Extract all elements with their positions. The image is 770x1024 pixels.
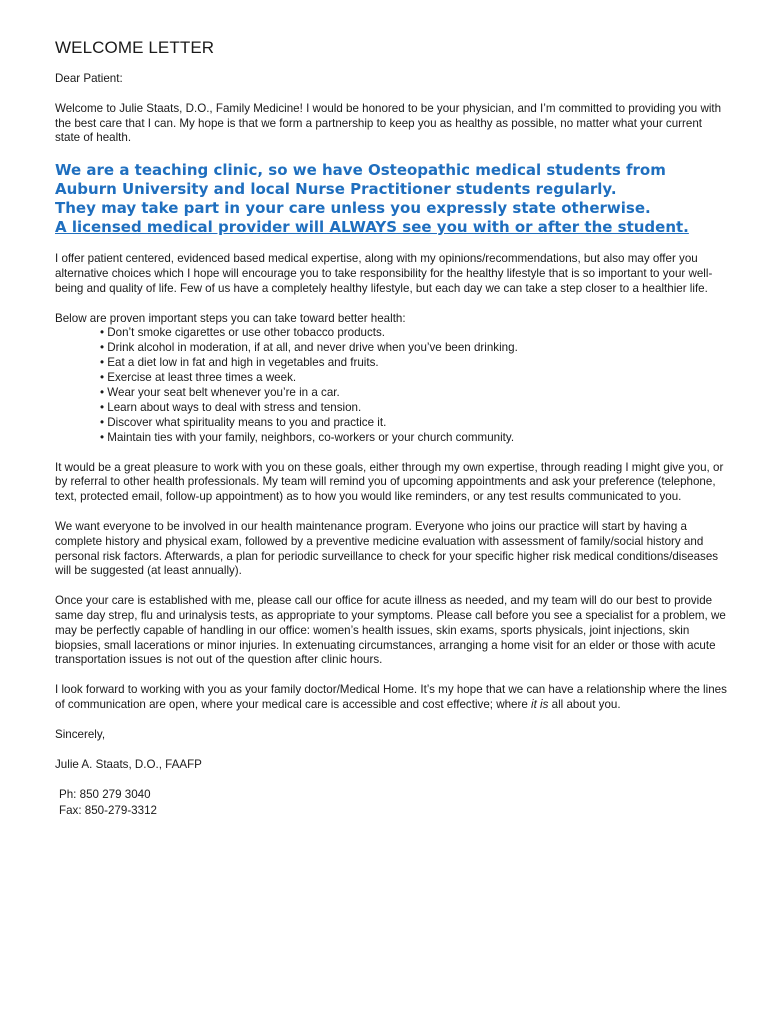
list-item: • Drink alcohol in moderation, if at all, and never drive when you’ve been drinking.: [100, 341, 730, 356]
forward-text-end: all about you.: [548, 697, 621, 711]
list-item: • Don’t smoke cigarettes or use other tobacco products.: [100, 326, 730, 341]
pleasure-paragraph: It would be a great pleasure to work with you on these goals, either through my own expertise, through reading I might give you, or by referral to other health professionals. My team will remind you of upcoming appointments and ask your preference (telephone, text, protected email, follow-up appointment) as to how you would like reminders, or any test results communicated to you.: [55, 460, 724, 504]
forward-paragraph: [55, 683, 730, 713]
fax-number: Fax: 850-279-3312: [59, 803, 157, 817]
care-paragraph: Once your care is established with me, please call our office for acute illness as needed, and my team will do our best to provide same day strep, flu and urinalysis tests, as appropriate to your symptoms. Please call before you see a specialist for a problem, we may be perfectly capable of handling in our office: women’s health issues, skin exams, sports physicals, joint injections, skin biopsies, small lacerations or minor injuries. In extenuating circumstances, arranging a home visit for an elder or those with acute transportation issues is not out of the question after clinic hours.: [55, 594, 726, 667]
closing: Sincerely,: [55, 727, 106, 741]
teaching-clinic-notice: [55, 161, 730, 237]
offer-paragraph: I offer patient centered, evidenced based medical expertise, along with my opinions/recommendations, but also may offer you alternative choices which I hope will encourage you to take responsibility for the healthy lifestyle that is so important to your well-being and quality of life. Few of us have a completely healthy lifestyle, but each day we can take a step closer to a healthier life.: [55, 252, 713, 295]
signature: Julie A. Staats, D.O., FAAFP: [55, 757, 202, 771]
forward-text-start: I look forward to working with you as your family doctor/Medical Home. It’s my hope that we can have a relationship where the lines of communication are open, where your medical care is accessible and cost effective; where: [55, 683, 727, 711]
maintenance-paragraph: We want everyone to be involved in our health maintenance program. Everyone who joins our practice will start by having a complete history and physical exam, followed by a preventive medicine evaluation with assessment of family/social history and personal risk factors. Afterwards, a plan for periodic surveillance to check for your specific higher risk medical conditions/diseases will be suggested (at least annually).: [55, 520, 719, 578]
phone-number: Ph: 850 279 3040: [59, 788, 151, 802]
list-item: • Learn about ways to deal with stress and tension.: [100, 401, 730, 416]
teaching-clinic-line: We are a teaching clinic, so we have Osteopathic medical students from Auburn University and local Nurse Practitioner students regularly.: [55, 161, 666, 199]
list-item: • Maintain ties with your family, neighbors, co-workers or your church community.: [100, 431, 730, 446]
list-item: • Wear your seat belt whenever you’re in a car.: [100, 386, 730, 401]
forward-text-italic: it is: [531, 697, 549, 711]
salutation: Dear Patient:: [55, 72, 123, 85]
list-item: • Discover what spirituality means to you and practice it.: [100, 416, 730, 431]
letter-title: WELCOME LETTER: [55, 38, 215, 57]
contact-info: [55, 787, 730, 818]
list-item: • Exercise at least three times a week.: [100, 371, 730, 386]
health-steps-list: [55, 326, 730, 445]
list-item: • Eat a diet low in fat and high in vegetables and fruits.: [100, 356, 730, 371]
steps-intro: Below are proven important steps you can take toward better health:: [55, 311, 406, 325]
licensed-provider-line: A licensed medical provider will ALWAYS see you with or after the student.: [55, 218, 689, 237]
teaching-clinic-consent-line: They may take part in your care unless you expressly state otherwise.: [55, 199, 651, 218]
welcome-paragraph: Welcome to Julie Staats, D.O., Family Medicine! I would be honored to be your physician, and I’m committed to providing you with the best care that I can. My hope is that we form a partnership to keep you as healthy as possible, no matter what your current state of health.: [55, 101, 722, 145]
